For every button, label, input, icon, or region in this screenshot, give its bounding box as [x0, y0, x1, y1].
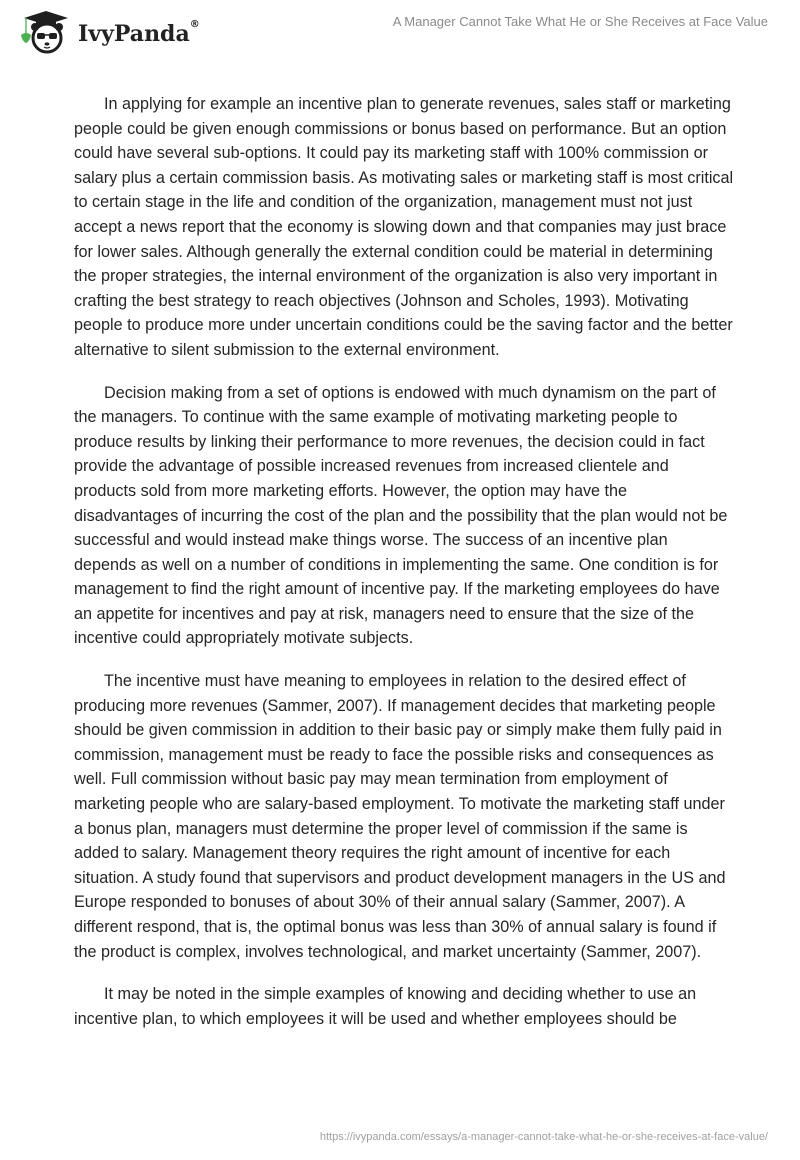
paragraph: Decision making from a set of options is endowed with much dynamism on the part of the managers. To continue with the same example of motivating marketing people to produce results by linking their performance to more revenues, the decision could in fact provide the advantage of possible increased revenues from increased clientele and products sold from more marketing efforts. However, the option may have the disadvantages of incurring the cost of the plan and the possibility that the plan would not be successful and would instead make things worse. The success of an incentive plan depends as well on a number of conditions in implementing the same. One condition is for management to find the right amount of incentive pay. If the marketing employees do have an appetite for incentives and pay at risk, managers need to ensure that the size of the incentive could appropriately motivate subjects. [74, 383, 728, 648]
document-title: A Manager Cannot Take What He or She Receives at Face Value [392, 14, 768, 29]
essay-body [74, 92, 734, 1049]
paragraph: It may be noted in the simple examples of knowing and deciding whether to use an incentive plan, to which employees it will be used and whether employees should be [74, 985, 697, 1028]
page-header [0, 0, 800, 60]
source-url[interactable]: https://ivypanda.com/essays/a-manager-cannot-take-what-he-or-she-receives-at-face-value/ [319, 1131, 768, 1143]
brand-name: IvyPanda® [78, 19, 200, 47]
panda-graduation-cap-icon [16, 9, 72, 55]
paragraph: In applying for example an incentive plan to generate revenues, sales staff or marketing people could be given enough commissions or bonus based on performance. But an option could have several sub-options. It could pay its marketing staff with 100% commission or salary plus a certain commission basis. As motivating sales or marketing staff is most critical to certain stage in the life and condition of the organization, management must not just accept a news report that the economy is slowing down and that companies may just brace for lower sales. Although generally the external condition could be material in determining the proper strategies, the internal environment of the organization is also very important in crafting the best strategy to reach objectives (Johnson and Scholes, 1993). Motivating people to produce more under uncertain conditions could be the saving factor and the better alternative to silent submission to the external environment. [74, 95, 734, 359]
registered-mark: ® [189, 19, 200, 30]
paragraph: The incentive must have meaning to employees in relation to the desired effect of producing more revenues (Sammer, 2007). If management decides that marketing people should be given commission in addition to their basic pay or simply make them fully paid in commission, management must be ready to face the possible risks and consequences as well. Full commission without basic pay may mean termination from employment of marketing people who are salary-based employment. To motivate the marketing staff under a bonus plan, managers must determine the proper level of commission if the same is added to salary. Management theory requires the right amount of incentive for each situation. A study found that supervisors and product development managers in the US and Europe responded to bonuses of about 30% of their annual salary (Sammer, 2007). A different respond, that is, the optimal bonus was less than 30% of annual salary is found if the product is complex, involves technological, and market uncertainty (Sammer, 2007). [74, 672, 726, 961]
brand-logo[interactable] [16, 10, 200, 54]
